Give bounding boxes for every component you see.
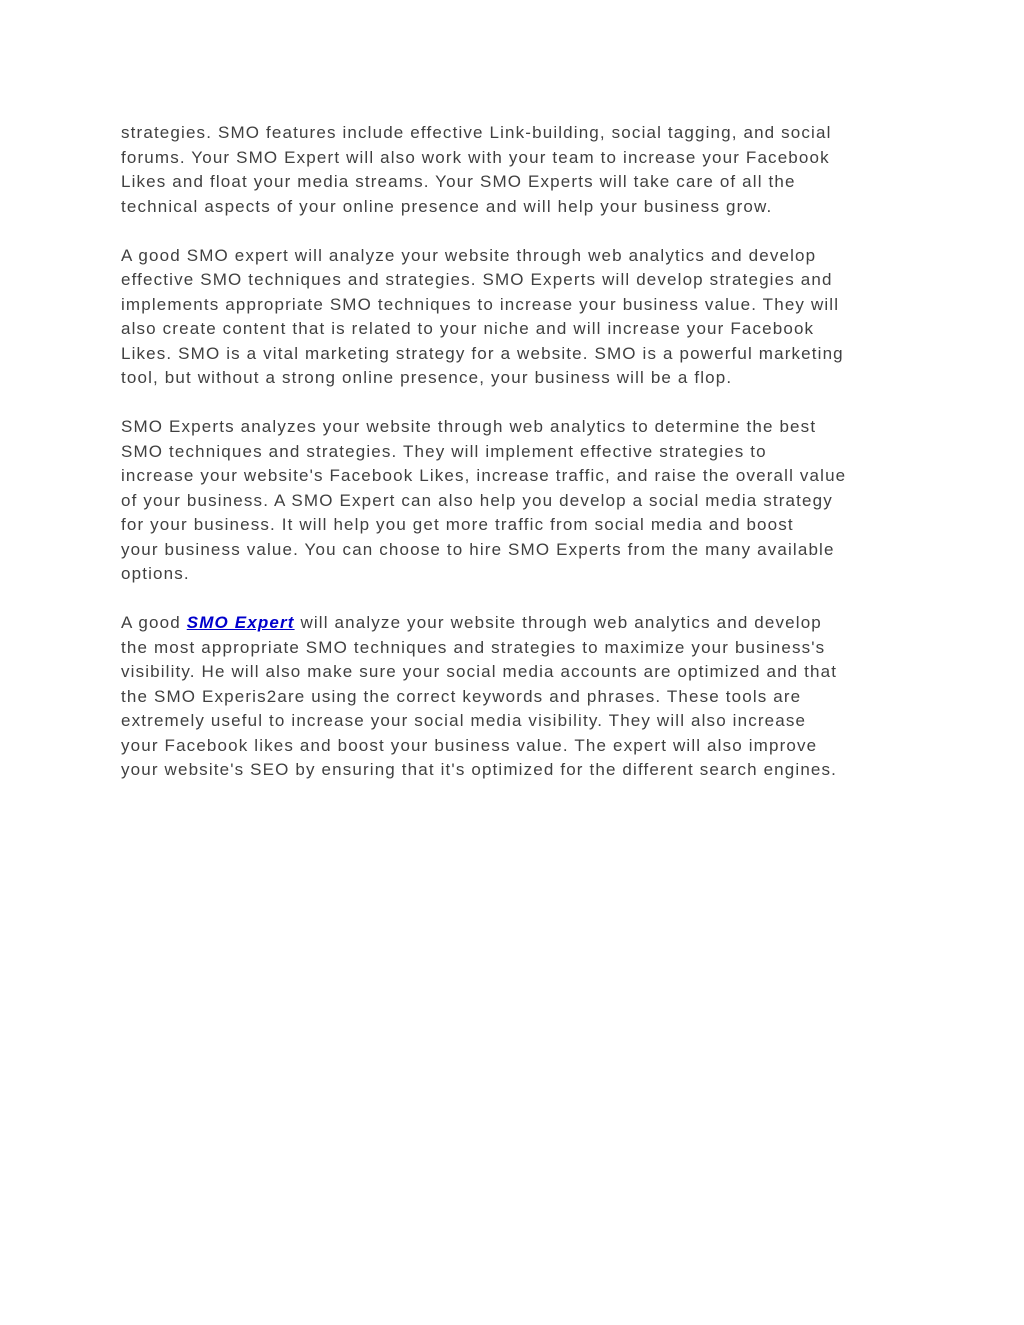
text-line: also create content that is related to your niche and will increase your Facebook <box>121 319 815 338</box>
text-line: your website's SEO by ensuring that it's optimized for the different search engines. <box>121 760 838 779</box>
text-line: implements appropriate SMO techniques to increase your business value. They will <box>121 294 840 314</box>
text-segment: will analyze your website through web analytics and develop <box>294 613 822 632</box>
smo-expert-link[interactable]: SMO Expert <box>186 613 295 632</box>
text-line: of your business. A SMO Expert can also help you develop a social media strategy <box>121 490 833 510</box>
text-line: increase your website's Facebook Likes, increase traffic, and raise the overall value <box>121 466 847 485</box>
text-line: the SMO Experis2are using the correct keywords and phrases. These tools are <box>121 686 802 706</box>
text-segment: A good <box>121 613 187 632</box>
text-line: Likes and float your media streams. Your SMO Experts will take care of all the <box>121 172 796 191</box>
text-line: forums. Your SMO Expert will also work with your team to increase your Facebook <box>121 147 830 167</box>
paragraph-3 <box>121 415 921 587</box>
text-line: strategies. SMO features include effective Link-building, social tagging, and social <box>121 123 832 142</box>
text-line: for your business. It will help you get more traffic from social media and boost <box>121 515 794 534</box>
text-line: your business value. You can choose to hire SMO Experts from the many available <box>121 539 835 559</box>
text-line: Likes. SMO is a vital marketing strategy for a website. SMO is a powerful marketing <box>121 343 844 363</box>
text-line: SMO Experts analyzes your website through web analytics to determine the best <box>121 417 817 436</box>
text-line: your Facebook likes and boost your business value. The expert will also improve <box>121 735 818 755</box>
text-line: technical aspects of your online presence and will help your business grow. <box>121 196 773 216</box>
paragraph-1 <box>121 121 921 219</box>
paragraph-4 <box>121 611 921 783</box>
document-body <box>121 121 921 807</box>
text-line: the most appropriate SMO techniques and strategies to maximize your business's <box>121 637 826 657</box>
paragraph-2 <box>121 244 921 391</box>
text-line-with-link <box>121 611 921 636</box>
text-line: A good SMO expert will analyze your website through web analytics and develop <box>121 245 817 265</box>
text-line: SMO techniques and strategies. They will implement effective strategies to <box>121 441 767 461</box>
text-line: tool, but without a strong online presence, your business will be a flop. <box>121 368 733 387</box>
text-line: visibility. He will also make sure your social media accounts are optimized and that <box>121 662 838 681</box>
text-line: extremely useful to increase your social media visibility. They will also increase <box>121 711 807 730</box>
text-line: effective SMO techniques and strategies. SMO Experts will develop strategies and <box>121 270 833 289</box>
text-line: options. <box>121 564 190 583</box>
